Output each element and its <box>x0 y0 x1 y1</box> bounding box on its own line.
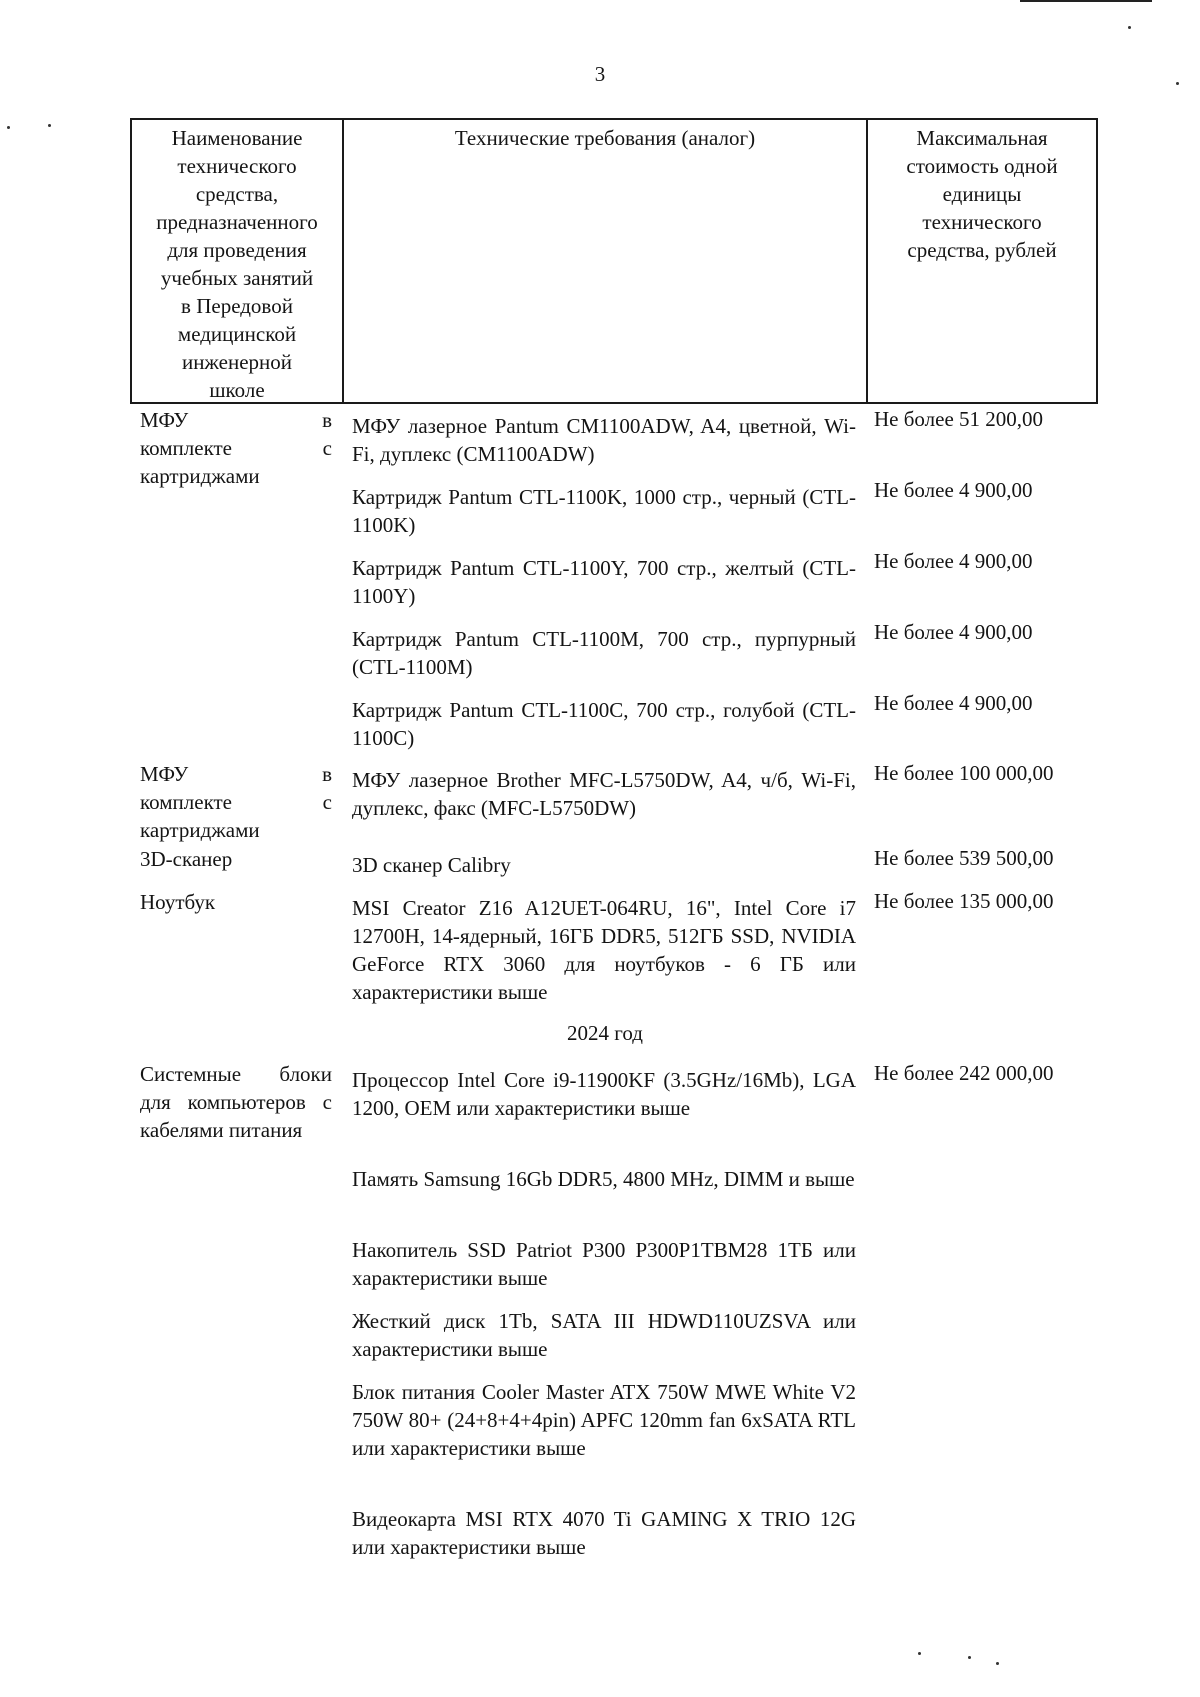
spec-r3: Картридж Pantum CTL-1100Y, 700 стр., желтый (CTL-1100Y) <box>352 556 856 608</box>
spec-r2: Картридж Pantum CTL-1100K, 1000 стр., черный (CTL-1100K) <box>352 485 856 537</box>
header-text: технического <box>177 154 297 178</box>
header-text: предназначенного <box>156 210 318 234</box>
price-r3: Не более 4 900,00 <box>874 549 1033 573</box>
header-text: инженерной <box>181 350 293 374</box>
scan-speck <box>996 1662 999 1665</box>
price-r8: Не более 135 000,00 <box>874 889 1054 913</box>
header-text: школе <box>209 378 265 402</box>
price-r5: Не более 4 900,00 <box>874 691 1033 715</box>
header-text: единицы <box>942 182 1022 206</box>
spec-r13: Блок питания Cooler Master ATX 750W MWE White V2 750W 80+ (24+8+4+4pin) APFC 120mm fan 6xSATA RTL или характеристики выше <box>352 1380 856 1460</box>
page-number: 3 <box>594 62 606 86</box>
header-cell-requirements <box>342 118 868 404</box>
header-text: Наименование <box>171 126 303 150</box>
top-rule <box>1020 0 1152 2</box>
price-r4: Не более 4 900,00 <box>874 620 1033 644</box>
header-text: учебных занятий <box>160 266 314 290</box>
spec-r5: Картридж Pantum CTL-1100C, 700 стр., голубой (CTL-1100C) <box>352 698 856 750</box>
header-text: стоимость одной <box>906 154 1058 178</box>
name-word: в <box>322 408 332 432</box>
header-text: средства, <box>195 182 279 206</box>
scan-speck <box>968 1656 971 1659</box>
item-name-laptop: Ноутбук <box>140 890 216 914</box>
name-word: картриджами <box>140 464 260 488</box>
item-name-3d-scanner: 3D-сканер <box>140 847 233 871</box>
item-name-mfu-2 <box>140 760 332 844</box>
price-r2: Не более 4 900,00 <box>874 478 1033 502</box>
header-text: для проведения <box>167 238 307 262</box>
name-word: комплекте <box>140 790 232 814</box>
header-text: Технические требования (аналог) <box>454 126 756 150</box>
scan-speck <box>918 1652 921 1655</box>
name-word: картриджами <box>140 818 260 842</box>
year-heading: 2024 год <box>567 1021 643 1045</box>
header-text: средства, рублей <box>907 238 1057 262</box>
header-text: Максимальная <box>916 126 1048 150</box>
price-r6: Не более 100 000,00 <box>874 761 1054 785</box>
spec-r11: Накопитель SSD Patriot P300 P300P1TBM28 1ТБ или характеристики выше <box>352 1238 856 1290</box>
spec-r12: Жесткий диск 1Tb, SATA III HDWD110UZSVA или характеристики выше <box>352 1309 856 1361</box>
spec-r7: 3D сканер Calibry <box>352 853 511 877</box>
spec-r6: МФУ лазерное Brother MFC-L5750DW, A4, ч/б, Wi-Fi, дуплекс, факс (MFC-L5750DW) <box>352 768 856 820</box>
header-text: в Передовой <box>181 294 293 318</box>
spec-r14: Видеокарта MSI RTX 4070 Ti GAMING X TRIO 12G или характеристики выше <box>352 1507 856 1559</box>
name-word: в <box>322 762 332 786</box>
price-r1: Не более 51 200,00 <box>874 407 1044 431</box>
name-word: комплекте <box>140 436 232 460</box>
scan-speck <box>7 126 10 129</box>
scan-speck <box>48 124 51 127</box>
spec-r1: МФУ лазерное Pantum CM1100ADW, A4, цветной, Wi-Fi, дуплекс (CM1100ADW) <box>352 414 856 466</box>
price-r9: Не более 242 000,00 <box>874 1061 1054 1085</box>
name-word: МФУ <box>140 408 189 432</box>
item-name-mfu-1 <box>140 406 332 490</box>
spec-r10: Память Samsung 16Gb DDR5, 4800 MHz, DIMM и выше <box>352 1167 855 1191</box>
header-cell-name <box>130 118 344 404</box>
spec-r8: MSI Creator Z16 A12UET-064RU, 16", Intel Core i7 12700H, 14-ядерный, 16ГБ DDR5, 512ГБ SSD, NVIDIA GeForce RTX 3060 для ноутбуков - 6 ГБ или характеристики выше <box>352 896 856 1004</box>
price-r7: Не более 539 500,00 <box>874 846 1054 870</box>
header-cell-price <box>866 118 1098 404</box>
header-text: технического <box>922 210 1042 234</box>
spec-r4: Картридж Pantum CTL-1100M, 700 стр., пурпурный (CTL-1100M) <box>352 627 856 679</box>
item-name-system-units: Системные блоки для компьютеров с кабелями питания <box>140 1062 332 1142</box>
spec-r9: Процессор Intel Core i9-11900KF (3.5GHz/16Mb), LGA 1200, OEM или характеристики выше <box>352 1068 856 1120</box>
scan-speck <box>1128 26 1131 29</box>
header-text: медицинской <box>177 322 297 346</box>
name-word: с <box>322 436 332 460</box>
name-word: с <box>322 790 332 814</box>
name-word: МФУ <box>140 762 189 786</box>
